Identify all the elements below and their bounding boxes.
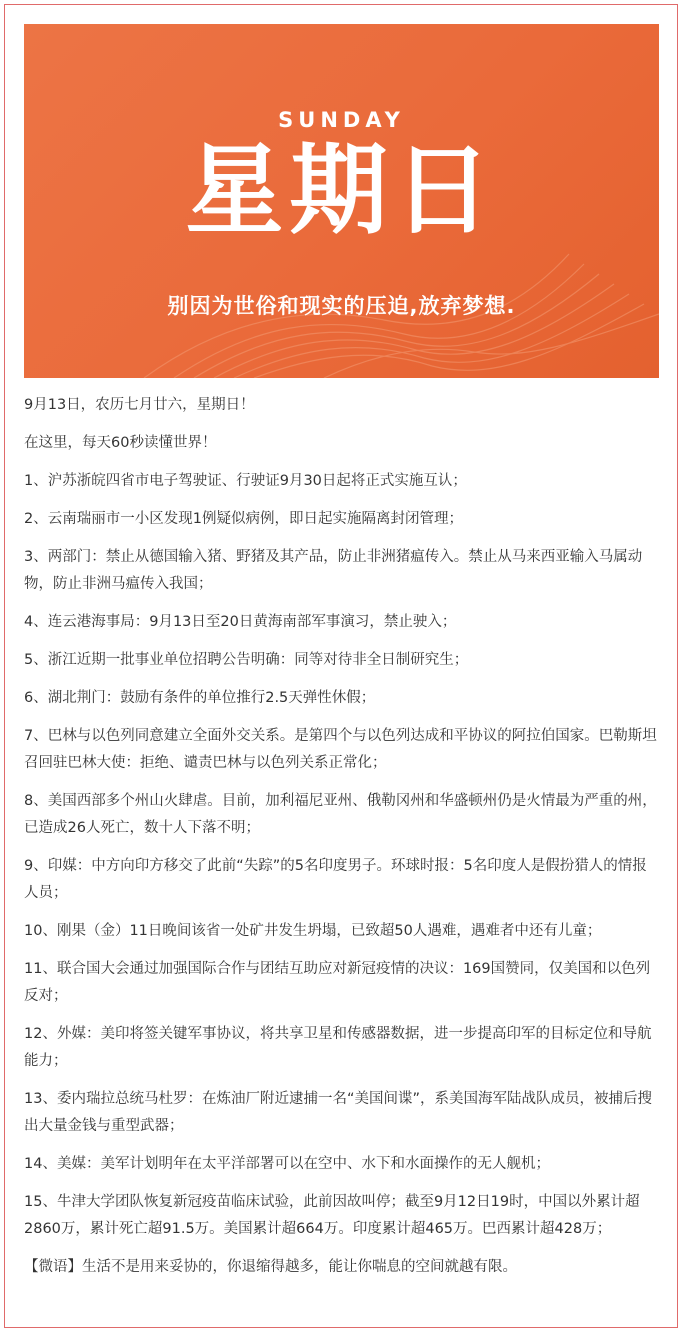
date-line: 9月13日，农历七月廿六，星期日！ [24, 397, 255, 413]
banner-weekday-title: 星期日 [185, 134, 498, 248]
quote-label: 【微语】 [24, 1259, 82, 1275]
article-body [24, 392, 659, 1292]
header-banner [24, 24, 659, 378]
quote-text: 生活不是用来妥协的，你退缩得越多，能让你喘息的空间就越有限。 [82, 1259, 517, 1275]
news-item: 13、委内瑞拉总统马杜罗：在炼油厂附近逮捕一名“美国间谍”，系美国海军陆战队成员，被捕后搜出大量金钱与重型武器； [24, 1091, 652, 1134]
news-item: 12、外媒：美印将签关键军事协议，将共享卫星和传感器数据，进一步提高印军的目标定位和导航能力； [24, 1026, 652, 1069]
tagline: 在这里，每天60秒读懂世界！ [24, 435, 217, 451]
news-item: 2、云南瑞丽市一小区发现1例疑似病例，即日起实施隔离封闭管理； [24, 511, 463, 527]
daily-quote [24, 1254, 659, 1281]
banner-weekday-en: SUNDAY [278, 108, 405, 132]
news-item: 8、美国西部多个州山火肆虐。目前，加利福尼亚州、俄勒冈州和华盛顿州仍是火情最为严重的州，已造成26人死亡，数十人下落不明； [24, 793, 657, 836]
news-item: 9、印媒：中方向印方移交了此前“失踪”的5名印度男子。环球时报：5名印度人是假扮猎人的情报人员； [24, 858, 647, 901]
news-item: 5、浙江近期一批事业单位招聘公告明确：同等对待非全日制研究生； [24, 652, 469, 668]
news-item: 11、联合国大会通过加强国际合作与团结互助应对新冠疫情的决议：169国赞同，仅美国和以色列反对； [24, 961, 651, 1004]
news-item: 15、牛津大学团队恢复新冠疫苗临床试验，此前因故叫停；截至9月12日19时，中国以外累计超2860万，累计死亡超91.5万。美国累计超664万。印度累计超465万。巴西累计超428万； [24, 1194, 640, 1237]
banner-slogan: 别因为世俗和现实的压迫,放弃梦想. [167, 294, 516, 318]
news-item: 6、湖北荆门：鼓励有条件的单位推行2.5天弹性休假； [24, 690, 376, 706]
news-item: 10、刚果（金）11日晚间该省一处矿井发生坍塌，已致超50人遇难，遇难者中还有儿童； [24, 923, 602, 939]
news-item: 7、巴林与以色列同意建立全面外交关系。是第四个与以色列达成和平协议的阿拉伯国家。巴勒斯坦召回驻巴林大使：拒绝、谴责巴林与以色列关系正常化； [24, 728, 657, 771]
news-item: 3、两部门：禁止从德国输入猪、野猪及其产品，防止非洲猪瘟传入。禁止从马来西亚输入马属动物，防止非洲马瘟传入我国； [24, 549, 643, 592]
news-item: 14、美媒：美军计划明年在太平洋部署可以在空中、水下和水面操作的无人舰机； [24, 1156, 550, 1172]
news-item: 1、沪苏浙皖四省市电子驾驶证、行驶证9月30日起将正式实施互认； [24, 473, 467, 489]
news-item: 4、连云港海事局：9月13日至20日黄海南部军事演习，禁止驶入； [24, 614, 457, 630]
